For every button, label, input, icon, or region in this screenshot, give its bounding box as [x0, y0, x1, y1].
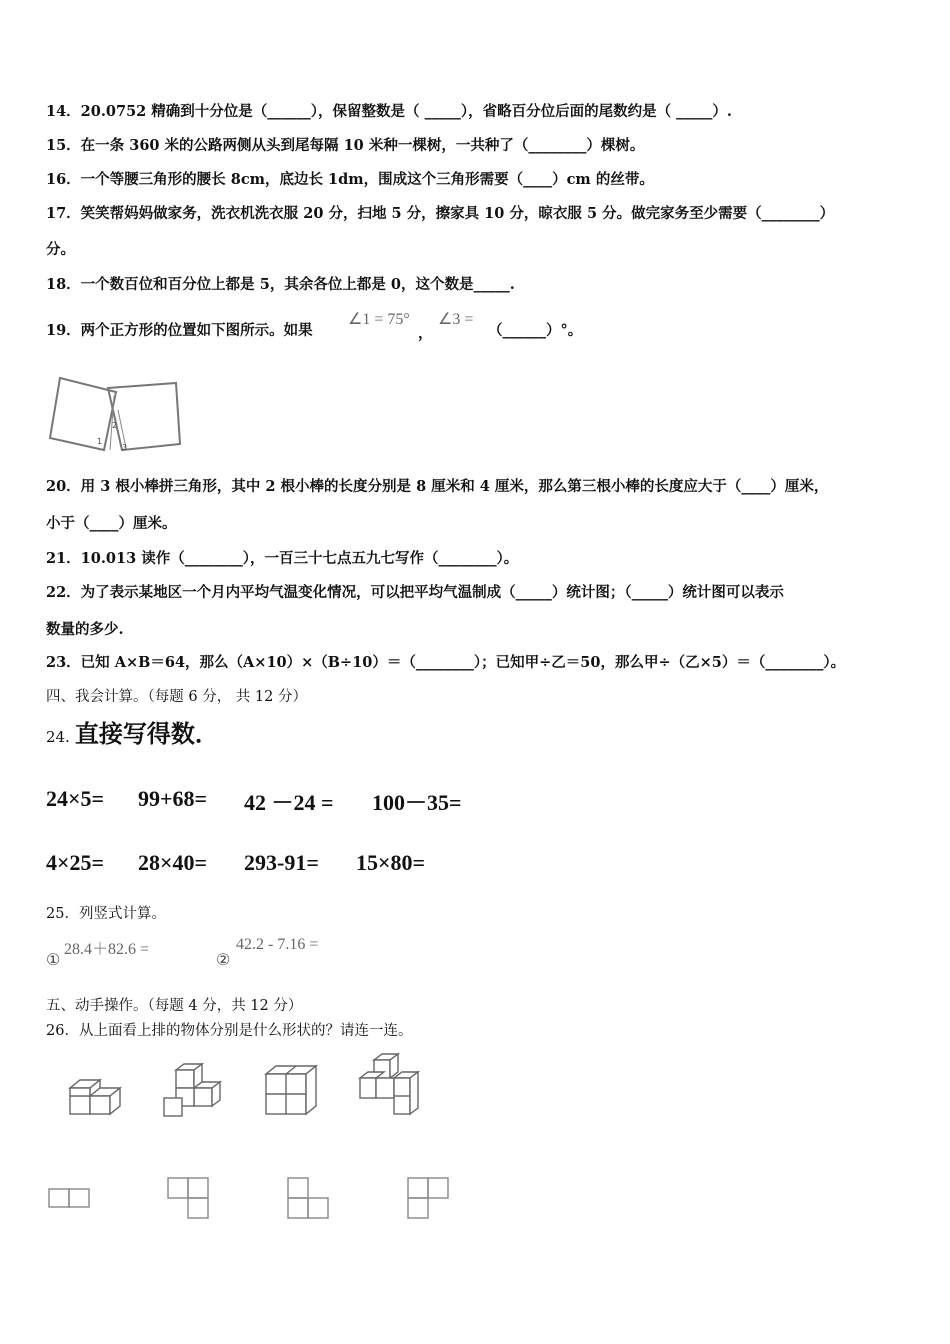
- question-18: 18．一个数百位和百分位上都是 5，其余各位上都是 0，这个数是_____.: [46, 276, 515, 293]
- question-19-prefix: 19．两个正方形的位置如下图所示。如果: [46, 322, 313, 339]
- section-5-heading: 五、动手操作。（每题 4 分，共 12 分）: [46, 998, 303, 1014]
- angle-label-2: 2: [112, 421, 118, 430]
- calc-item: 28×40=: [138, 850, 208, 875]
- angle-label-3: 3: [122, 443, 128, 452]
- question-17-cont: 分。: [46, 241, 75, 258]
- question-19-answer: （______）°。: [488, 322, 583, 339]
- question-15: 15．在一条 360 米的公路两侧从头到尾每隔 10 米种一棵树，一共种了（________）棵树。: [46, 137, 645, 154]
- top-view-shape-2: [166, 1176, 212, 1222]
- item-mark-2: ②: [216, 952, 231, 969]
- calc-item: 99+68=: [138, 786, 208, 811]
- cube-object-1: [68, 1074, 124, 1118]
- calc-item: 4×25=: [46, 850, 105, 875]
- question-20-cont: 小于（____）厘米。: [46, 515, 177, 532]
- question-26: 26．从上面看上排的物体分别是什么形状的？请连一连。: [46, 1023, 413, 1039]
- vertical-calc-1: 28.4＋82.6 =: [64, 941, 150, 958]
- cube-object-4: [356, 1052, 424, 1118]
- question-23: 23．已知 A×B＝64，那么（A×10）×（B÷10）＝（________）；已知甲÷乙＝50，那么甲÷（乙×5）＝（________）。: [46, 654, 846, 671]
- cube-object-2: [162, 1062, 224, 1120]
- question-24: [46, 719, 219, 748]
- section-4-heading: 四、我会计算。（每题 6 分， 共 12 分）: [46, 689, 307, 705]
- item-mark-1: ①: [46, 952, 61, 969]
- two-squares-figure: [46, 374, 186, 454]
- question-24-number: 24.: [46, 728, 70, 746]
- top-view-shape-1: [48, 1186, 92, 1210]
- question-21: 21．10.013 读作（________），一百三十七点五九七写作（________）。: [46, 550, 519, 567]
- angle-3-expression: ∠3 =: [438, 311, 474, 328]
- question-19-comma: ，: [418, 325, 433, 342]
- top-view-shape-3: [286, 1176, 332, 1222]
- question-19: [46, 321, 313, 341]
- top-view-shape-4: [406, 1176, 452, 1222]
- angle-label-1: 1: [97, 437, 103, 446]
- question-22: 22．为了表示某地区一个月内平均气温变化情况，可以把平均气温制成（_____）统计图；（_____）统计图可以表示: [46, 584, 784, 601]
- question-22-cont: 数量的多少.: [46, 621, 124, 638]
- question-14: 14．20.0752 精确到十分位是（______），保留整数是（ _____），省略百分位后面的尾数约是（ _____）.: [46, 103, 732, 120]
- calc-item: 100－35=: [372, 790, 462, 815]
- calc-item: 15×80=: [356, 850, 426, 875]
- question-25: 25．列竖式计算。: [46, 906, 166, 922]
- calc-item: 42 －24 =: [244, 790, 334, 815]
- calc-item: 24×5=: [46, 786, 105, 811]
- question-17: 17．笑笑帮妈妈做家务，洗衣机洗衣服 20 分，扫地 5 分，擦家具 10 分，晾衣服 5 分。做完家务至少需要（________）: [46, 205, 835, 222]
- angle-1-expression: ∠1 = 75°: [348, 311, 410, 328]
- question-16: 16．一个等腰三角形的腰长 8cm，底边长 1dm，围成这个三角形需要（____）cm 的丝带。: [46, 171, 654, 188]
- question-24-title: 直接写得数．: [74, 719, 219, 748]
- vertical-calc-2: 42.2 - 7.16 =: [236, 936, 319, 953]
- calc-item: 293-91=: [244, 850, 319, 875]
- cube-object-3: [264, 1064, 320, 1118]
- question-20: 20．用 3 根小棒拼三角形，其中 2 根小棒的长度分别是 8 厘米和 4 厘米，那么第三根小棒的长度应大于（____）厘米，: [46, 478, 829, 495]
